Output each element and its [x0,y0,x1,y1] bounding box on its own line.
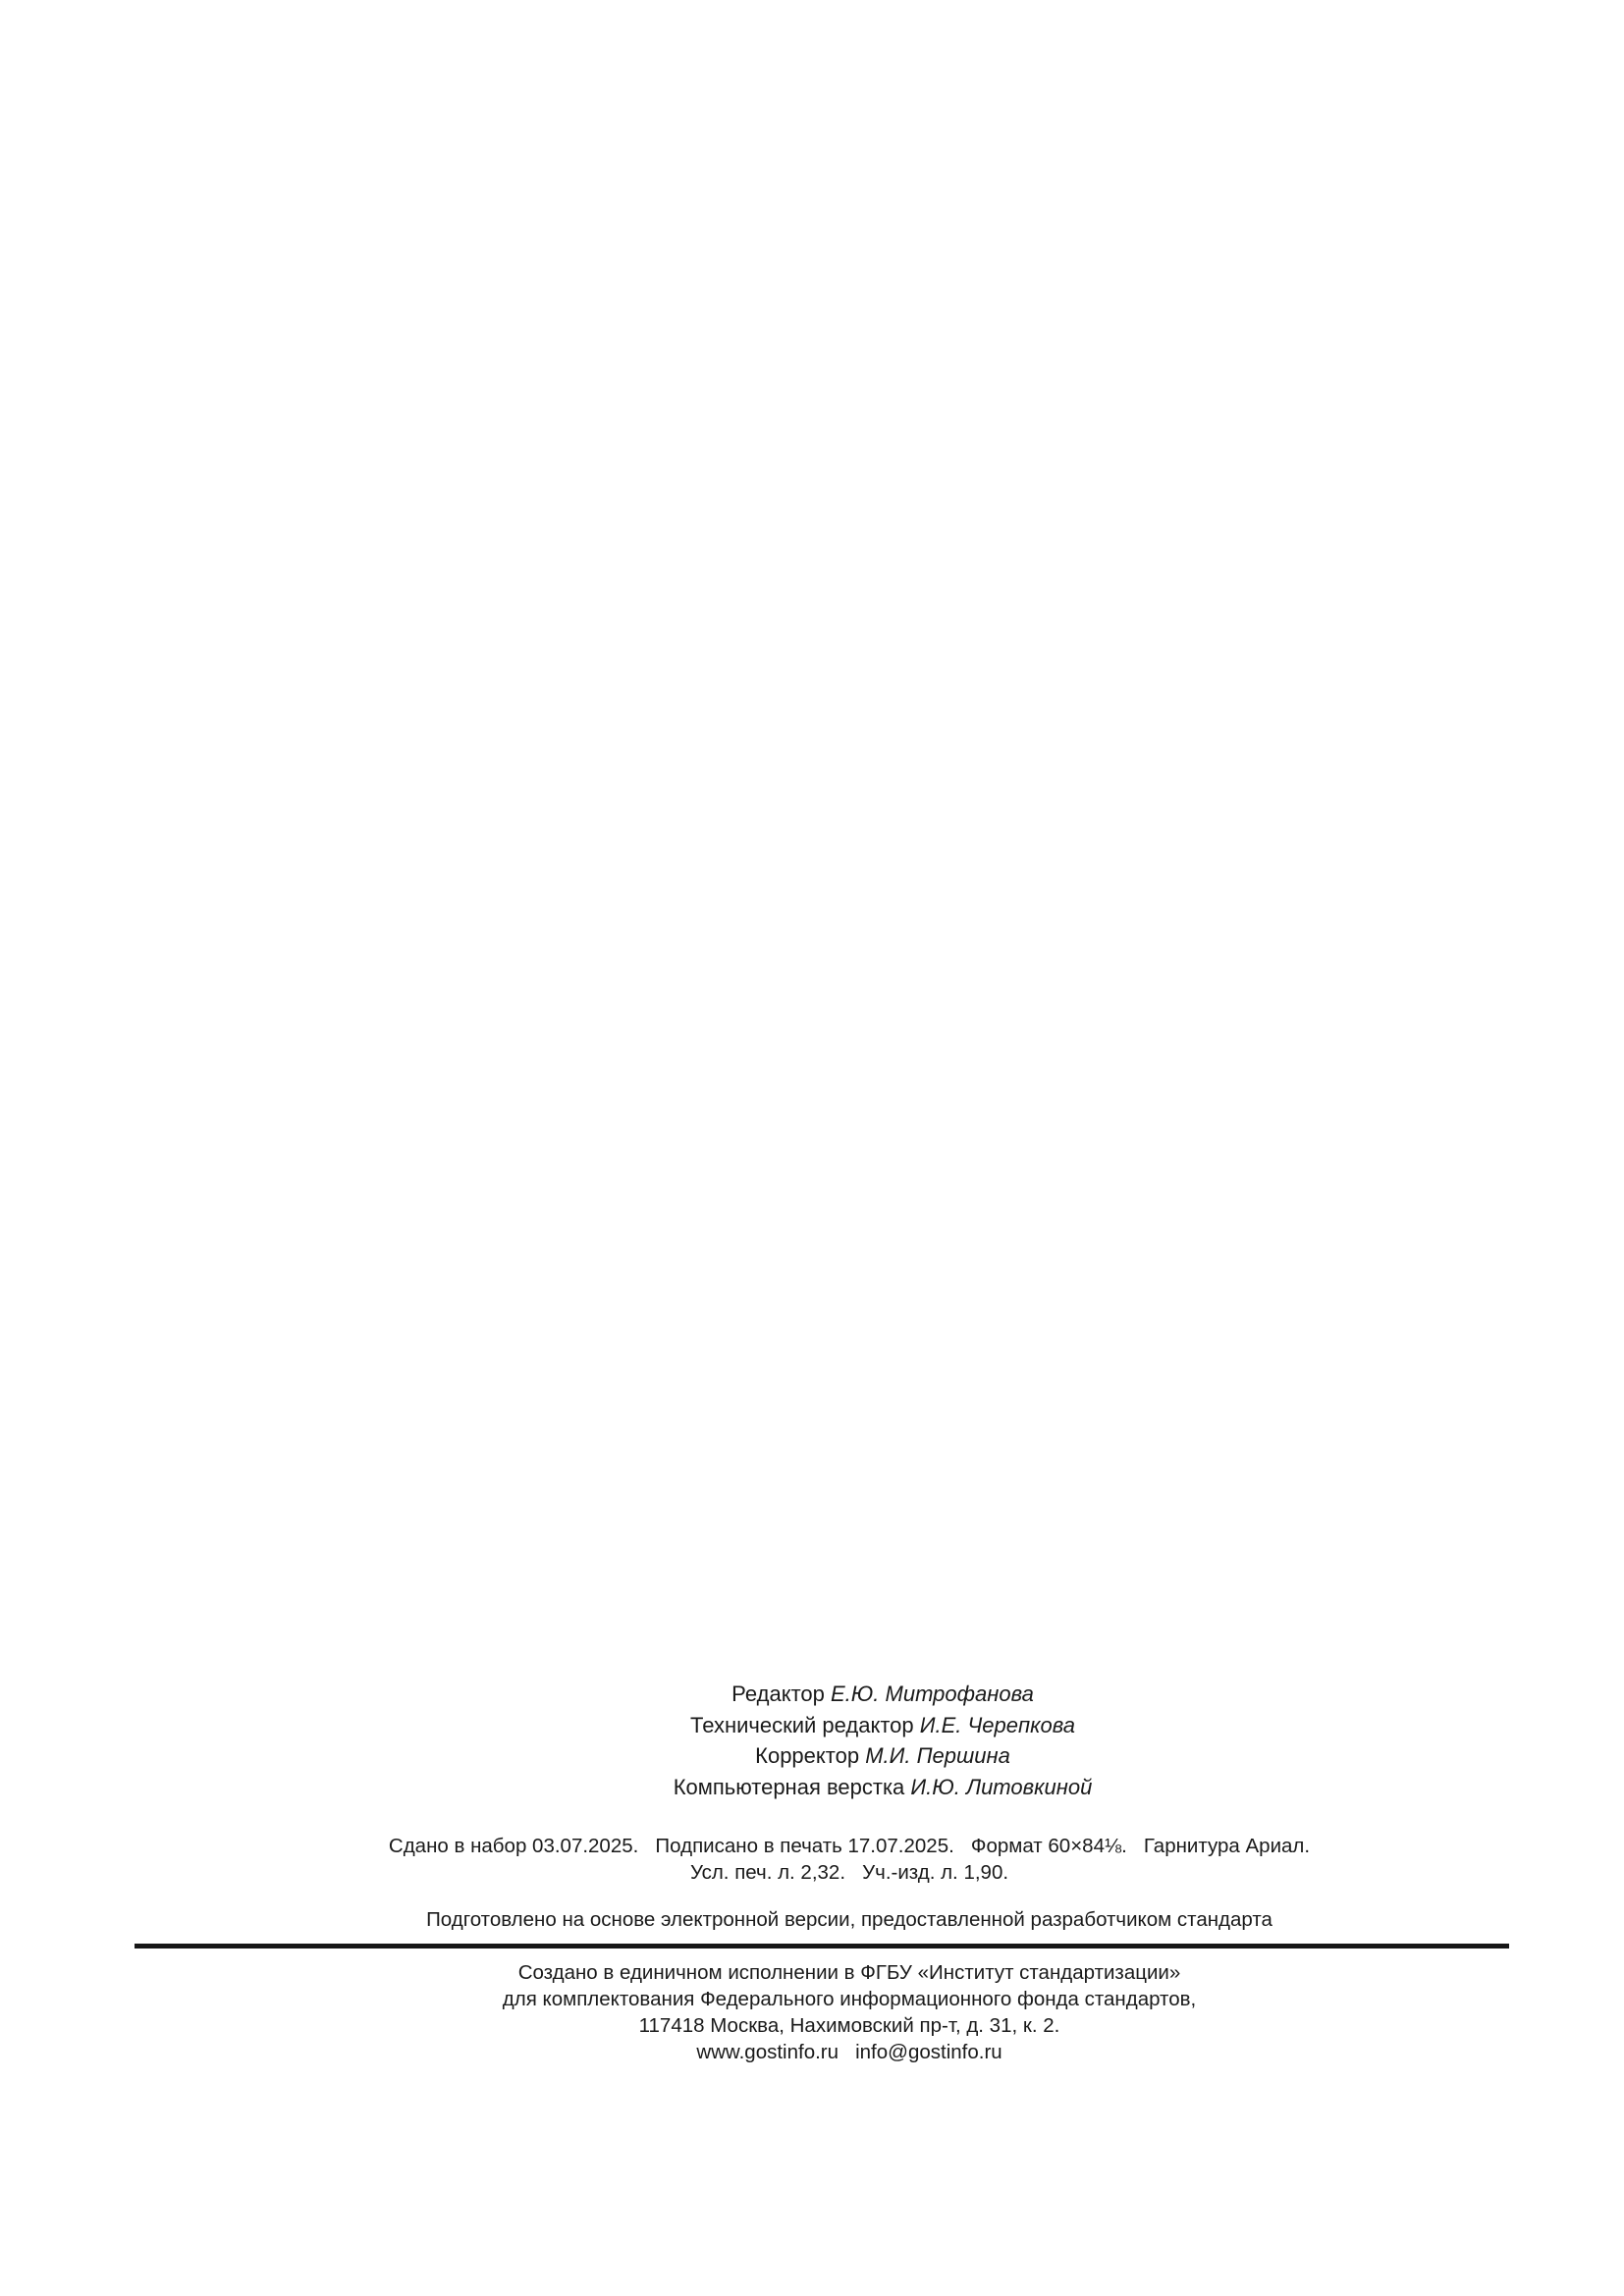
editor-name: И.Е. Черепкова [919,1712,1075,1737]
imprint-line-1: Сдано в набор 03.07.2025. Подписано в печать 17.07.2025. Формат 60×84⅛. Гарнитура Ариал. [388,1835,1311,1857]
editor-role: Корректор [755,1743,866,1769]
publisher-address: 117418 Москва, Нахимовский пр-т, д. 31, к. 2. [638,2014,1060,2037]
editor-line [141,1679,1624,1710]
editor-name: И.Ю. Литовкиной [910,1774,1093,1799]
publisher-line-1: Создано в единичном исполнении в ФГБУ «Институт стандартизации» [517,1961,1181,1984]
editor-role: Редактор [731,1682,831,1706]
editors-block [141,1679,1624,1802]
editor-line [141,1710,1624,1741]
imprint-block [75,1833,1624,1886]
editor-role: Технический редактор [690,1712,920,1737]
editor-name: Е.Ю. Митрофанова [831,1682,1034,1706]
prepared-note: Подготовлено на основе электронной версии, предоставленной разработчиком стандарта [426,1908,1272,1931]
publisher-contacts: www.gostinfo.ru info@gostinfo.ru [696,2041,1002,2063]
editor-line [141,1740,1624,1772]
divider-rule [135,1944,1509,1949]
prepared-note-block [75,1906,1624,1933]
publisher-line-2: для комплектования Федерального информационного фонда стандартов, [502,1988,1197,2010]
editor-line [141,1772,1624,1803]
editor-name: М.И. Першина [865,1743,1010,1769]
publisher-block [75,1959,1624,2065]
imprint-line-2: Усл. печ. л. 2,32. Уч.-изд. л. 1,90. [689,1861,1009,1884]
editor-role: Компьютерная верстка [673,1774,911,1799]
